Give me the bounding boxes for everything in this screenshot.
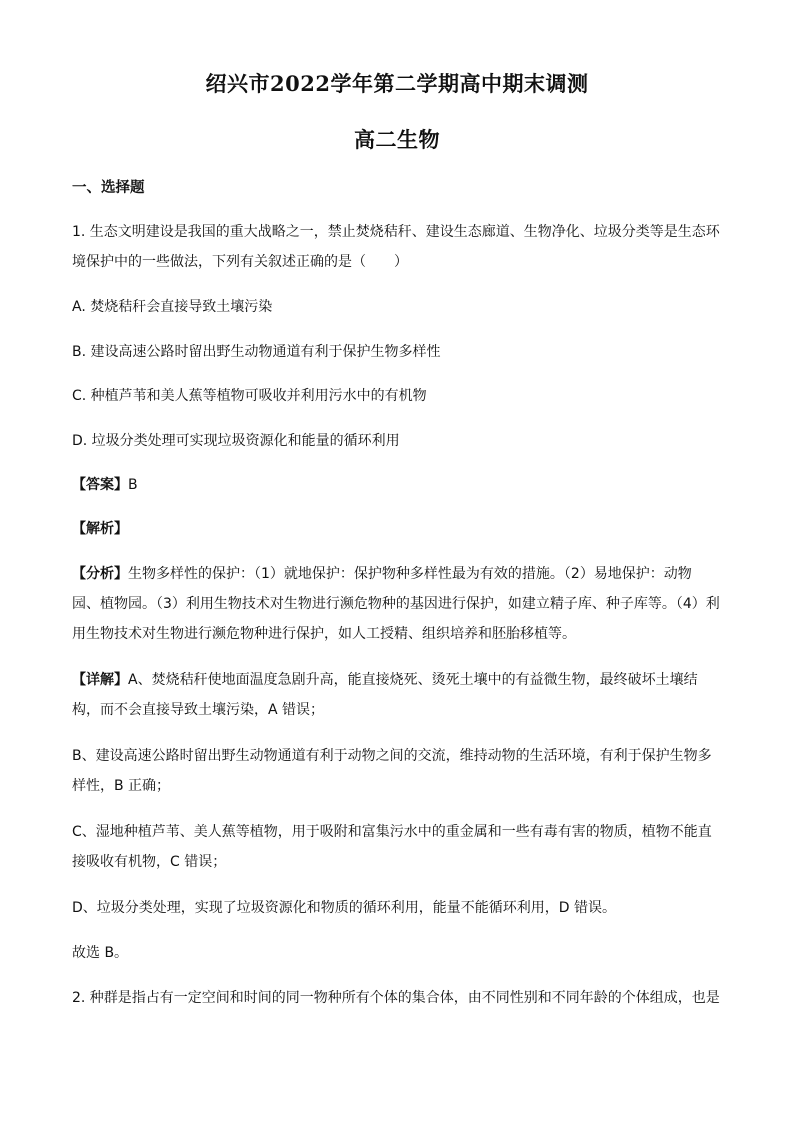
analysis-heading — [72, 519, 724, 539]
answer-value: B — [128, 477, 138, 493]
xiangjie-b-line-2: 样性，B 正确； — [72, 778, 171, 794]
question-1-option-c: C. 种植芦苇和美人蕉等植物可吸收并利用污水中的有机物 — [72, 388, 427, 404]
question-1-stem-line-2: 境保护中的一些做法，下列有关叙述正确的是（ ） — [72, 254, 408, 270]
question-1-option-b: B. 建设高速公路时留出野生动物通道有利于保护生物多样性 — [72, 344, 441, 360]
answer-label: 【答案】 — [72, 477, 128, 493]
xiangjie-a-line-1 — [72, 670, 724, 690]
question-1-option-d: D. 垃圾分类处理可实现垃圾资源化和能量的循环利用 — [72, 433, 400, 449]
fenxi-line-1 — [72, 564, 724, 584]
section-heading: 一、选择题 — [72, 180, 145, 196]
fenxi-label: 【分析】 — [72, 566, 128, 582]
fenxi-line-2: 园、植物园。（3）利用生物技术对生物进行濒危物种的基因进行保护，如建立精子库、种子库等。（4）利 — [72, 596, 720, 612]
document-subtitle: 高二生物 — [354, 127, 440, 152]
analysis-label: 【解析】 — [72, 521, 128, 537]
document-title: 绍兴市2022学年第二学期高中期末调测 — [205, 71, 589, 96]
xiangjie-a-text-1: A、焚烧秸秆使地面温度急剧升高，能直接烧死、烫死土壤中的有益微生物，最终破坏土壤结 — [128, 672, 698, 688]
xiangjie-label: 【详解】 — [72, 672, 128, 688]
xiangjie-b-line-1: B、建设高速公路时留出野生动物通道有利于动物之间的交流，维持动物的生活环境，有利于保护生物多 — [72, 748, 712, 764]
fenxi-line-3: 用生物技术对生物进行濒危物种进行保护，如人工授精、组织培养和胚胎移植等。 — [72, 626, 576, 642]
xiangjie-c-line-2: 接吸收有机物，C 错误； — [72, 854, 227, 870]
xiangjie-a-line-2: 构，而不会直接导致土壤污染，A 错误； — [72, 702, 325, 718]
question-1-option-a: A. 焚烧秸秆会直接导致土壤污染 — [72, 299, 273, 315]
xiangjie-d-line-1: D、垃圾分类处理，实现了垃圾资源化和物质的循环利用，能量不能循环利用，D 错误。 — [72, 900, 617, 916]
question-2-stem-line-1: 2. 种群是指占有一定空间和时间的同一物种所有个体的集合体，由不同性别和不同年龄的个体组成，也是 — [72, 990, 720, 1006]
xiangjie-c-line-1: C、湿地种植芦苇、美人蕉等植物，用于吸附和富集污水中的重金属和一些有毒有害的物质，植物不能直 — [72, 824, 712, 840]
conclusion: 故选 B。 — [72, 945, 129, 961]
fenxi-text-1: 生物多样性的保护：（1）就地保护：保护物种多样性最为有效的措施。（2）易地保护：动物 — [128, 566, 692, 582]
answer-row — [72, 475, 724, 495]
question-1-stem-line-1: 1. 生态文明建设是我国的重大战略之一，禁止焚烧秸秆、建设生态廊道、生物净化、垃圾分类等是生态环 — [72, 224, 720, 240]
